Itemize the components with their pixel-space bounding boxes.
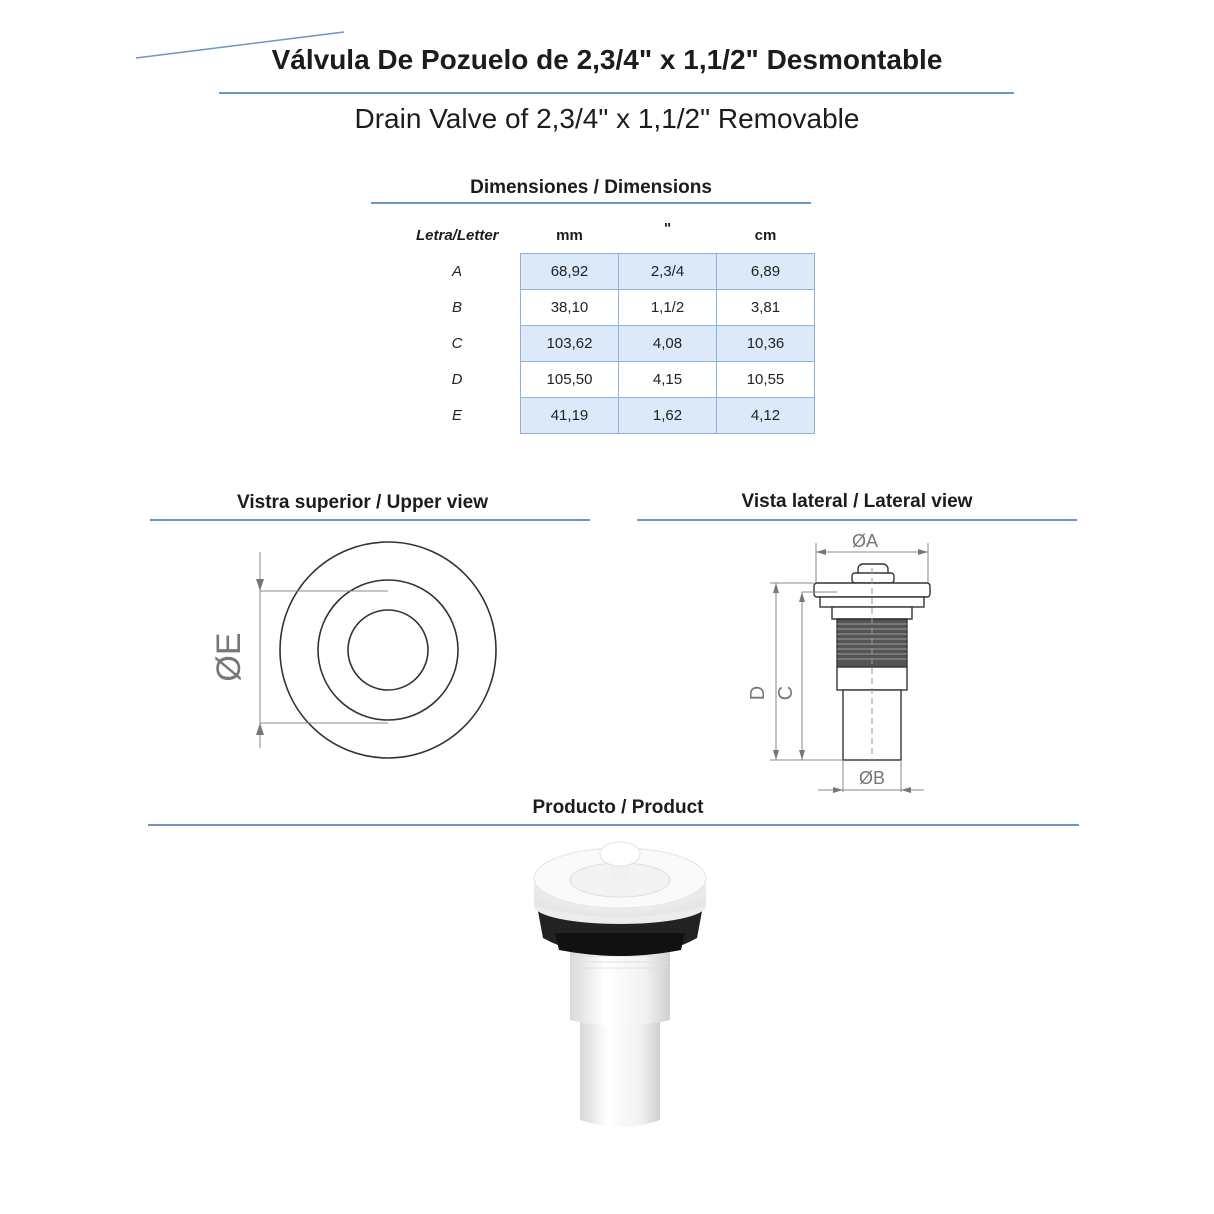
col-header-mm: mm — [556, 227, 583, 244]
upper-view-divider — [150, 519, 590, 521]
cell-inches: 4,15 — [619, 362, 717, 398]
cell-inches: 1,1/2 — [619, 290, 717, 326]
cell-mm: 41,19 — [521, 398, 619, 434]
dim-label-b: ØB — [858, 768, 886, 788]
cell-cm: 3,81 — [717, 290, 815, 326]
table-row — [394, 398, 815, 434]
cell-mm: 38,10 — [521, 290, 619, 326]
product-image — [525, 838, 715, 1134]
cell-mm: 68,92 — [521, 254, 619, 290]
cell-cm: 6,89 — [717, 254, 815, 290]
table-row — [394, 362, 815, 398]
dimensions-divider — [371, 202, 811, 204]
title-divider — [219, 92, 1014, 94]
cell-mm: 105,50 — [521, 362, 619, 398]
lateral-view-heading: Vista lateral / Lateral view — [741, 491, 973, 512]
page-subtitle: Drain Valve of 2,3/4" x 1,1/2" Removable — [354, 103, 860, 134]
table-row — [394, 290, 815, 326]
row-letter: C — [451, 335, 463, 352]
cell-inches: 1,62 — [619, 398, 717, 434]
product-heading: Producto / Product — [532, 797, 704, 818]
table-row — [394, 254, 815, 290]
upper-view-drawing — [200, 540, 520, 770]
cell-cm: 10,55 — [717, 362, 815, 398]
dim-label-e: ØE — [210, 632, 248, 682]
row-letter: B — [451, 299, 462, 316]
middle-ring — [318, 580, 458, 720]
dim-label-d: D — [747, 685, 769, 701]
product-divider — [148, 824, 1079, 826]
cell-cm: 4,12 — [717, 398, 815, 434]
upper-view-heading: Vistra superior / Upper view — [237, 492, 488, 513]
lateral-view-drawing — [740, 528, 970, 798]
row-letter: D — [451, 371, 463, 388]
lateral-view-divider — [637, 519, 1077, 521]
dim-label-c: C — [775, 685, 797, 701]
cell-mm: 103,62 — [521, 326, 619, 362]
outer-ring — [280, 542, 496, 758]
cell-inches: 2,3/4 — [619, 254, 717, 290]
col-header-cm: cm — [754, 227, 777, 244]
col-header-letter: Letra/Letter — [415, 227, 499, 245]
dimensions-table — [394, 218, 815, 434]
table-header-row — [394, 218, 815, 254]
page-title: Válvula De Pozuelo de 2,3/4" x 1,1/2" Desmontable — [271, 44, 943, 75]
col-header-inches: " — [663, 220, 672, 237]
row-letter: A — [451, 263, 462, 280]
inner-ring — [348, 610, 428, 690]
table-row — [394, 326, 815, 362]
cell-inches: 4,08 — [619, 326, 717, 362]
dimensions-heading: Dimensiones / Dimensions — [470, 177, 712, 198]
dim-label-a: ØA — [851, 531, 879, 551]
cell-cm: 10,36 — [717, 326, 815, 362]
row-letter: E — [451, 407, 462, 424]
